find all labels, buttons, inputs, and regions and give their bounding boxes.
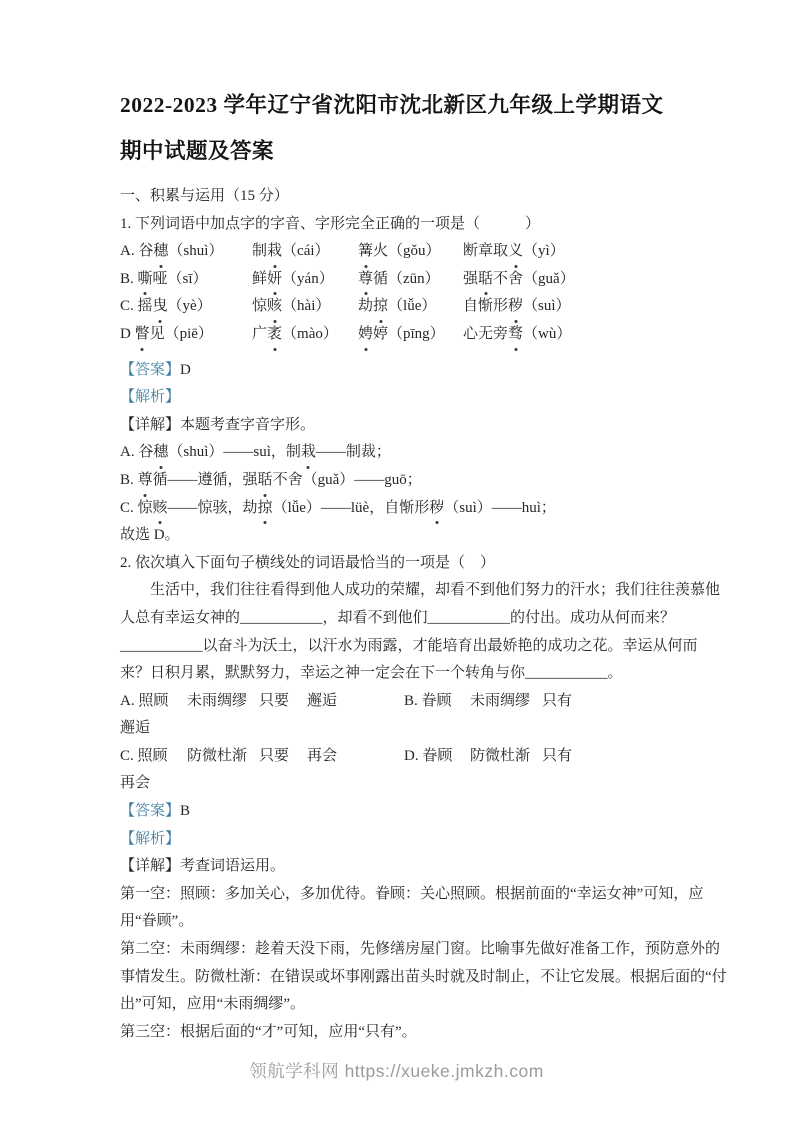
q1-detail-line-a: A. 谷穗（shuì）——suì，制栽——制裁；: [120, 439, 677, 467]
q2-paragraph-line: 来？日积月累，默默努力，幸运之神一定会在下一个转角与你___________。: [120, 665, 623, 682]
option-term: C. 摇曳（yè）: [120, 293, 252, 321]
q1-answer-line: [120, 357, 677, 385]
page-title: 2022-2023 学年辽宁省沈阳市沈北新区九年级上学期语文期中试题及答案: [120, 93, 664, 163]
q2-analysis-line: [120, 826, 677, 854]
q2-option-wrap: 再会: [120, 775, 151, 792]
analysis-label: 【解析】: [120, 389, 181, 406]
q1-analysis-line: [120, 384, 677, 412]
option-term: B. 嘶哑（sī）: [120, 266, 252, 294]
q1-stem: 1. 下列词语中加点字的字音、字形完全正确的一项是（ ）: [120, 215, 541, 232]
q2-option-row-cd: [120, 743, 677, 771]
q1-option-row-b: [120, 266, 677, 294]
q2-detail-line: 第二空：未雨绸缪：趁着天没下雨，先修缮房屋门窗。比喻事先做好准备工作，预防意外的: [120, 941, 721, 958]
q2-option-cell: 防微杜渐: [470, 747, 531, 764]
q1-detail-line-b: B. 尊循——遵循，强聒不舍（guǎ）——guō；: [120, 467, 677, 495]
q1-conclusion: 故选 D。: [120, 527, 180, 544]
option-term: 自惭形秽（suì）: [463, 293, 677, 321]
analysis-label: 【解析】: [120, 830, 181, 847]
q2-paragraph-line: 生活中，我们往往看得到他人成功的荣耀，却看不到他们努力的汗水；我们往往羡慕他: [150, 582, 721, 599]
q2-option-cell: B. 眷顾: [404, 692, 452, 709]
q2-option-wrap: 邂逅: [120, 720, 151, 737]
q2-option-cell: 只有: [542, 747, 573, 764]
option-term: 鲜妍（yán）: [252, 266, 358, 294]
section-heading: 一、积累与运用（15 分）: [120, 188, 289, 204]
option-term: D 瞥见（piē）: [120, 321, 252, 349]
option-term: 惊赅（hài）: [252, 293, 358, 321]
option-term: 劫掠（lǚe）: [358, 293, 463, 321]
answer-value: B: [180, 803, 191, 820]
answer-value: D: [180, 361, 191, 378]
option-term: 心无旁骛（wù）: [463, 321, 677, 349]
answer-label: 【答案】: [120, 803, 181, 820]
watermark-footer: 领航学科网 https://xueke.jmkzh.com: [249, 1061, 544, 1081]
q2-detail-line: 事情发生。防微杜渐：在错误或坏事刚露出苗头时就及时制止，不让它发展。根据后面的“付: [120, 968, 727, 985]
option-term: A. 谷穗（shuì）: [120, 238, 252, 266]
q2-detail-intro: 【详解】考查词语运用。: [120, 858, 286, 875]
q2-option-cell: 只要: [259, 747, 290, 764]
q1-option-row-d: [120, 321, 677, 349]
q2-detail-line: 出”可知，应用“未雨绸缪”。: [120, 996, 305, 1013]
option-term: 娉婷（pīng）: [358, 321, 463, 349]
q2-option-cell: 未雨绸缪: [470, 692, 531, 709]
q2-option-cell: A. 照顾: [120, 692, 169, 709]
option-term: 广袤（mào）: [252, 321, 358, 349]
q2-option-cell: 再会: [307, 747, 338, 764]
q2-option-cell: 邂逅: [307, 692, 338, 709]
q2-option-cell: 未雨绸缪: [187, 692, 248, 709]
option-term: 断章取义（yì）: [463, 238, 677, 266]
q2-option-cell: 只要: [259, 692, 290, 709]
q1-detail-line-c: C. 惊赅——惊骇，劫掠（lǚe）——lüè，自惭形秽（suì）——huì；: [120, 495, 677, 523]
q1-detail-intro: 【详解】本题考查字音字形。: [120, 416, 316, 433]
q2-option-cell: 只有: [542, 692, 573, 709]
q2-option-cell: C. 照顾: [120, 747, 168, 764]
q2-detail-line: 用“眷顾”。: [120, 913, 194, 930]
q2-option-cell: D. 眷顾: [404, 747, 453, 764]
q1-option-row-c: [120, 293, 677, 321]
q2-stem: 2. 依次填入下面句子横线处的词语最恰当的一项是（ ）: [120, 554, 496, 571]
option-term: 篝火（gǒu）: [358, 238, 463, 266]
q2-answer-line: [120, 798, 677, 826]
q2-detail-line: 第一空：照顾：多加关心，多加优待。眷顾：关心照顾。根据前面的“幸运女神”可知，应: [120, 885, 704, 902]
option-term: 强聒不舍（guǎ）: [463, 266, 677, 294]
document-content: [120, 82, 727, 1046]
q2-detail-line: 第三空：根据后面的“才”可知，应用“只有”。: [120, 1023, 417, 1040]
q2-option-row-ab: [120, 688, 677, 716]
q1-option-row-a: [120, 238, 677, 266]
q2-paragraph-line: 人总有幸运女神的___________，却看不到他们___________的付出。成功从何而来？: [120, 609, 676, 626]
option-term: 尊循（zūn）: [358, 266, 463, 294]
q2-option-cell: 防微杜渐: [187, 747, 248, 764]
answer-label: 【答案】: [120, 361, 181, 378]
option-term: 制栽（cái）: [252, 238, 358, 266]
q2-paragraph-line: ___________以奋斗为沃土，以汗水为雨露，才能培育出最娇艳的成功之花。幸运从何而: [120, 637, 698, 654]
